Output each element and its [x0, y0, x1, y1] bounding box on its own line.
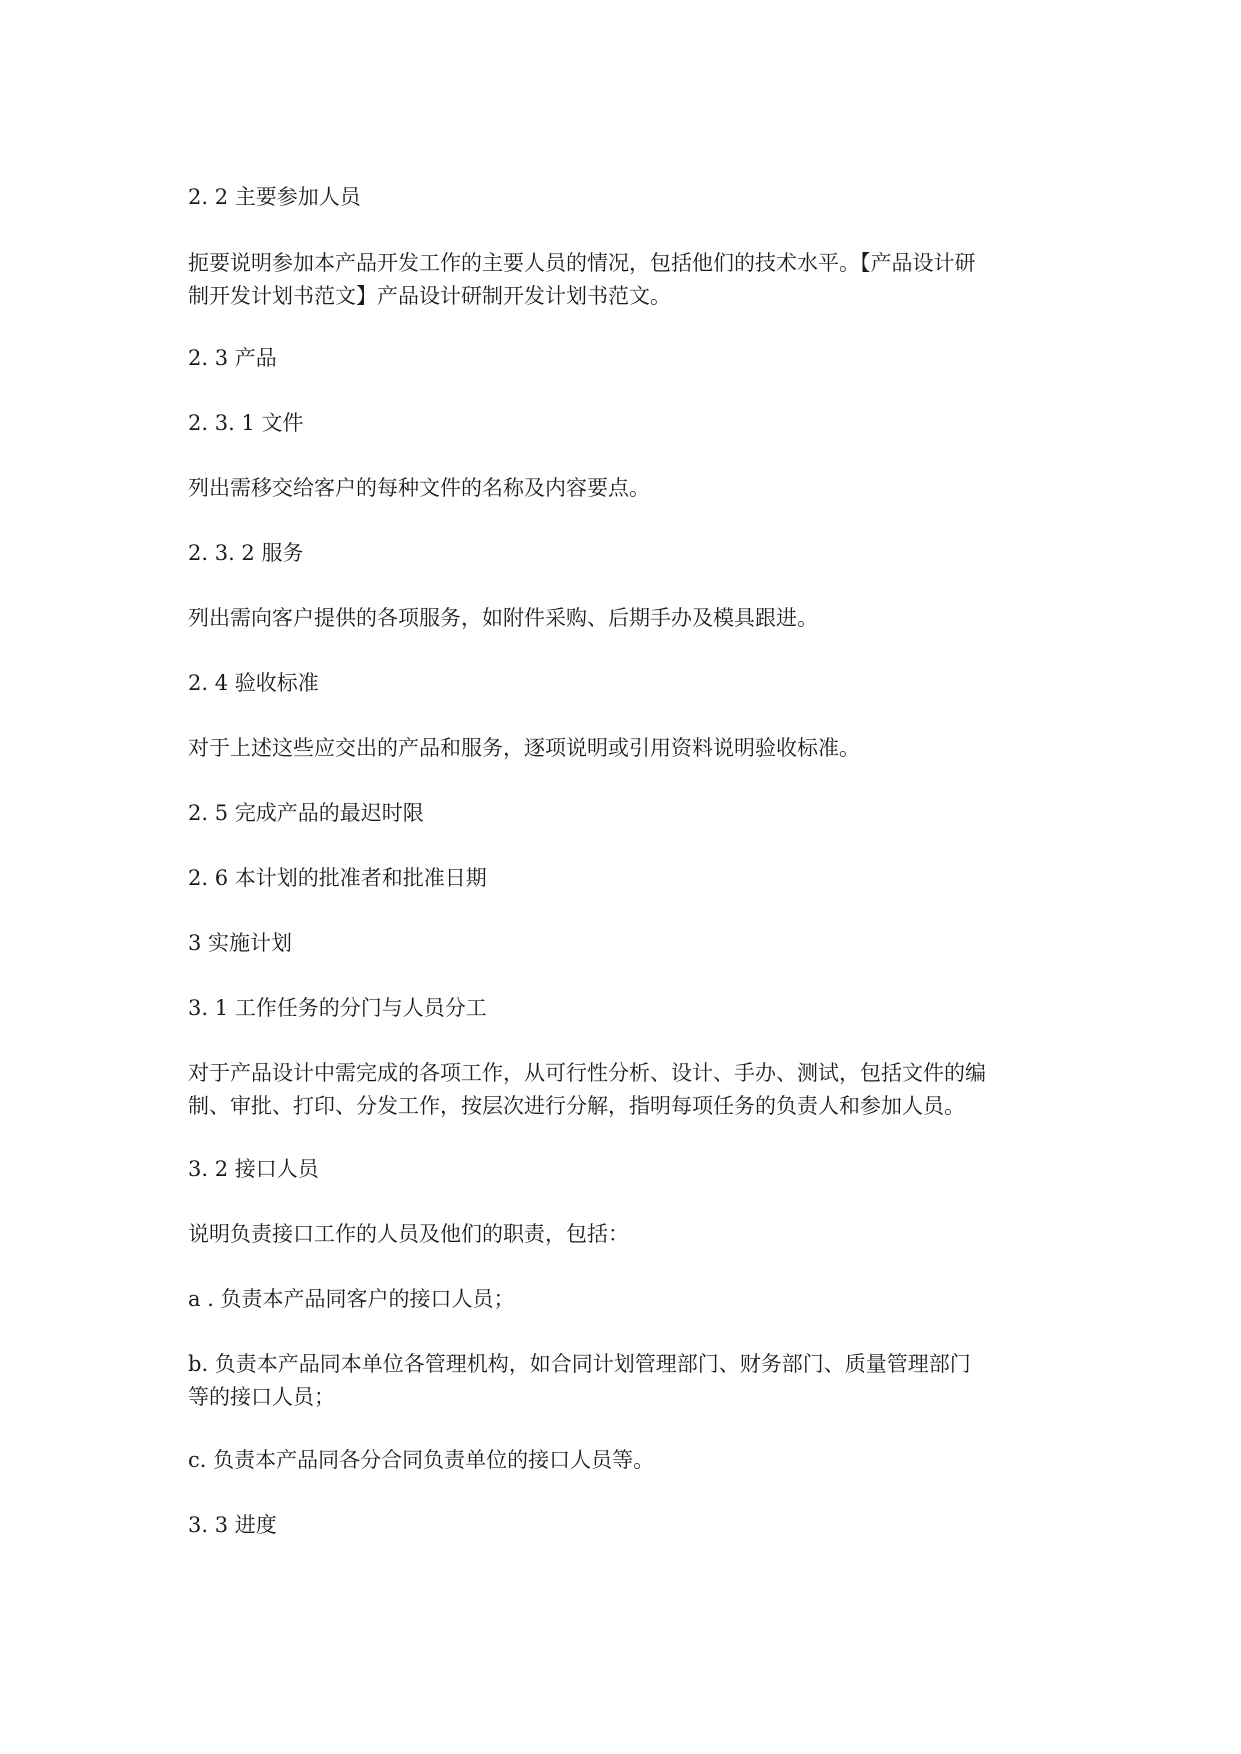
paragraph-line: 对于产品设计中需完成的各项工作，从可行性分析、设计、手办、测试，包括文件的编: [188, 1061, 986, 1085]
section-heading-2-6: 2. 6 本计划的批准者和批准日期: [188, 866, 487, 890]
list-item-c: c. 负责本产品同各分合同负责单位的接口人员等。: [188, 1448, 655, 1472]
section-heading-2-2: 2. 2 主要参加人员: [188, 185, 361, 209]
section-heading-2-3: 2. 3 产品: [188, 346, 277, 370]
section-heading-2-3-2: 2. 3. 2 服务: [188, 541, 304, 565]
section-heading-2-3-1: 2. 3. 1 文件: [188, 411, 304, 435]
paragraph-2-3-1: 列出需移交给客户的每种文件的名称及内容要点。: [188, 476, 650, 500]
paragraph-line: 制、审批、打印、分发工作，按层次进行分解，指明每项任务的负责人和参加人员。: [188, 1094, 965, 1118]
list-item-b: [188, 1348, 1058, 1414]
paragraph-3-2: 说明负责接口工作的人员及他们的职责，包括：: [188, 1222, 629, 1246]
section-heading-3-2: 3. 2 接口人员: [188, 1157, 319, 1181]
list-item-line: 等的接口人员；: [188, 1385, 335, 1409]
section-heading-2-5: 2. 5 完成产品的最迟时限: [188, 801, 424, 825]
list-item-line: b. 负责本产品同本单位各管理机构，如合同计划管理部门、财务部门、质量管理部门: [188, 1352, 971, 1376]
section-heading-3-1: 3. 1 工作任务的分门与人员分工: [188, 996, 487, 1020]
section-heading-3-3: 3. 3 进度: [188, 1513, 277, 1537]
section-heading-2-4: 2. 4 验收标准: [188, 671, 319, 695]
section-heading-3: 3 实施计划: [188, 931, 293, 955]
paragraph-line: 制开发计划书范文】产品设计研制开发计划书范文。: [188, 284, 671, 308]
paragraph-2-2: [188, 247, 1058, 313]
list-item-a: a . 负责本产品同客户的接口人员；: [188, 1287, 515, 1311]
paragraph-line: 扼要说明参加本产品开发工作的主要人员的情况，包括他们的技术水平。【产品设计研: [188, 251, 976, 275]
paragraph-2-4: 对于上述这些应交出的产品和服务，逐项说明或引用资料说明验收标准。: [188, 736, 860, 760]
paragraph-2-3-2: 列出需向客户提供的各项服务，如附件采购、后期手办及模具跟进。: [188, 606, 818, 630]
paragraph-3-1: [188, 1057, 1058, 1123]
